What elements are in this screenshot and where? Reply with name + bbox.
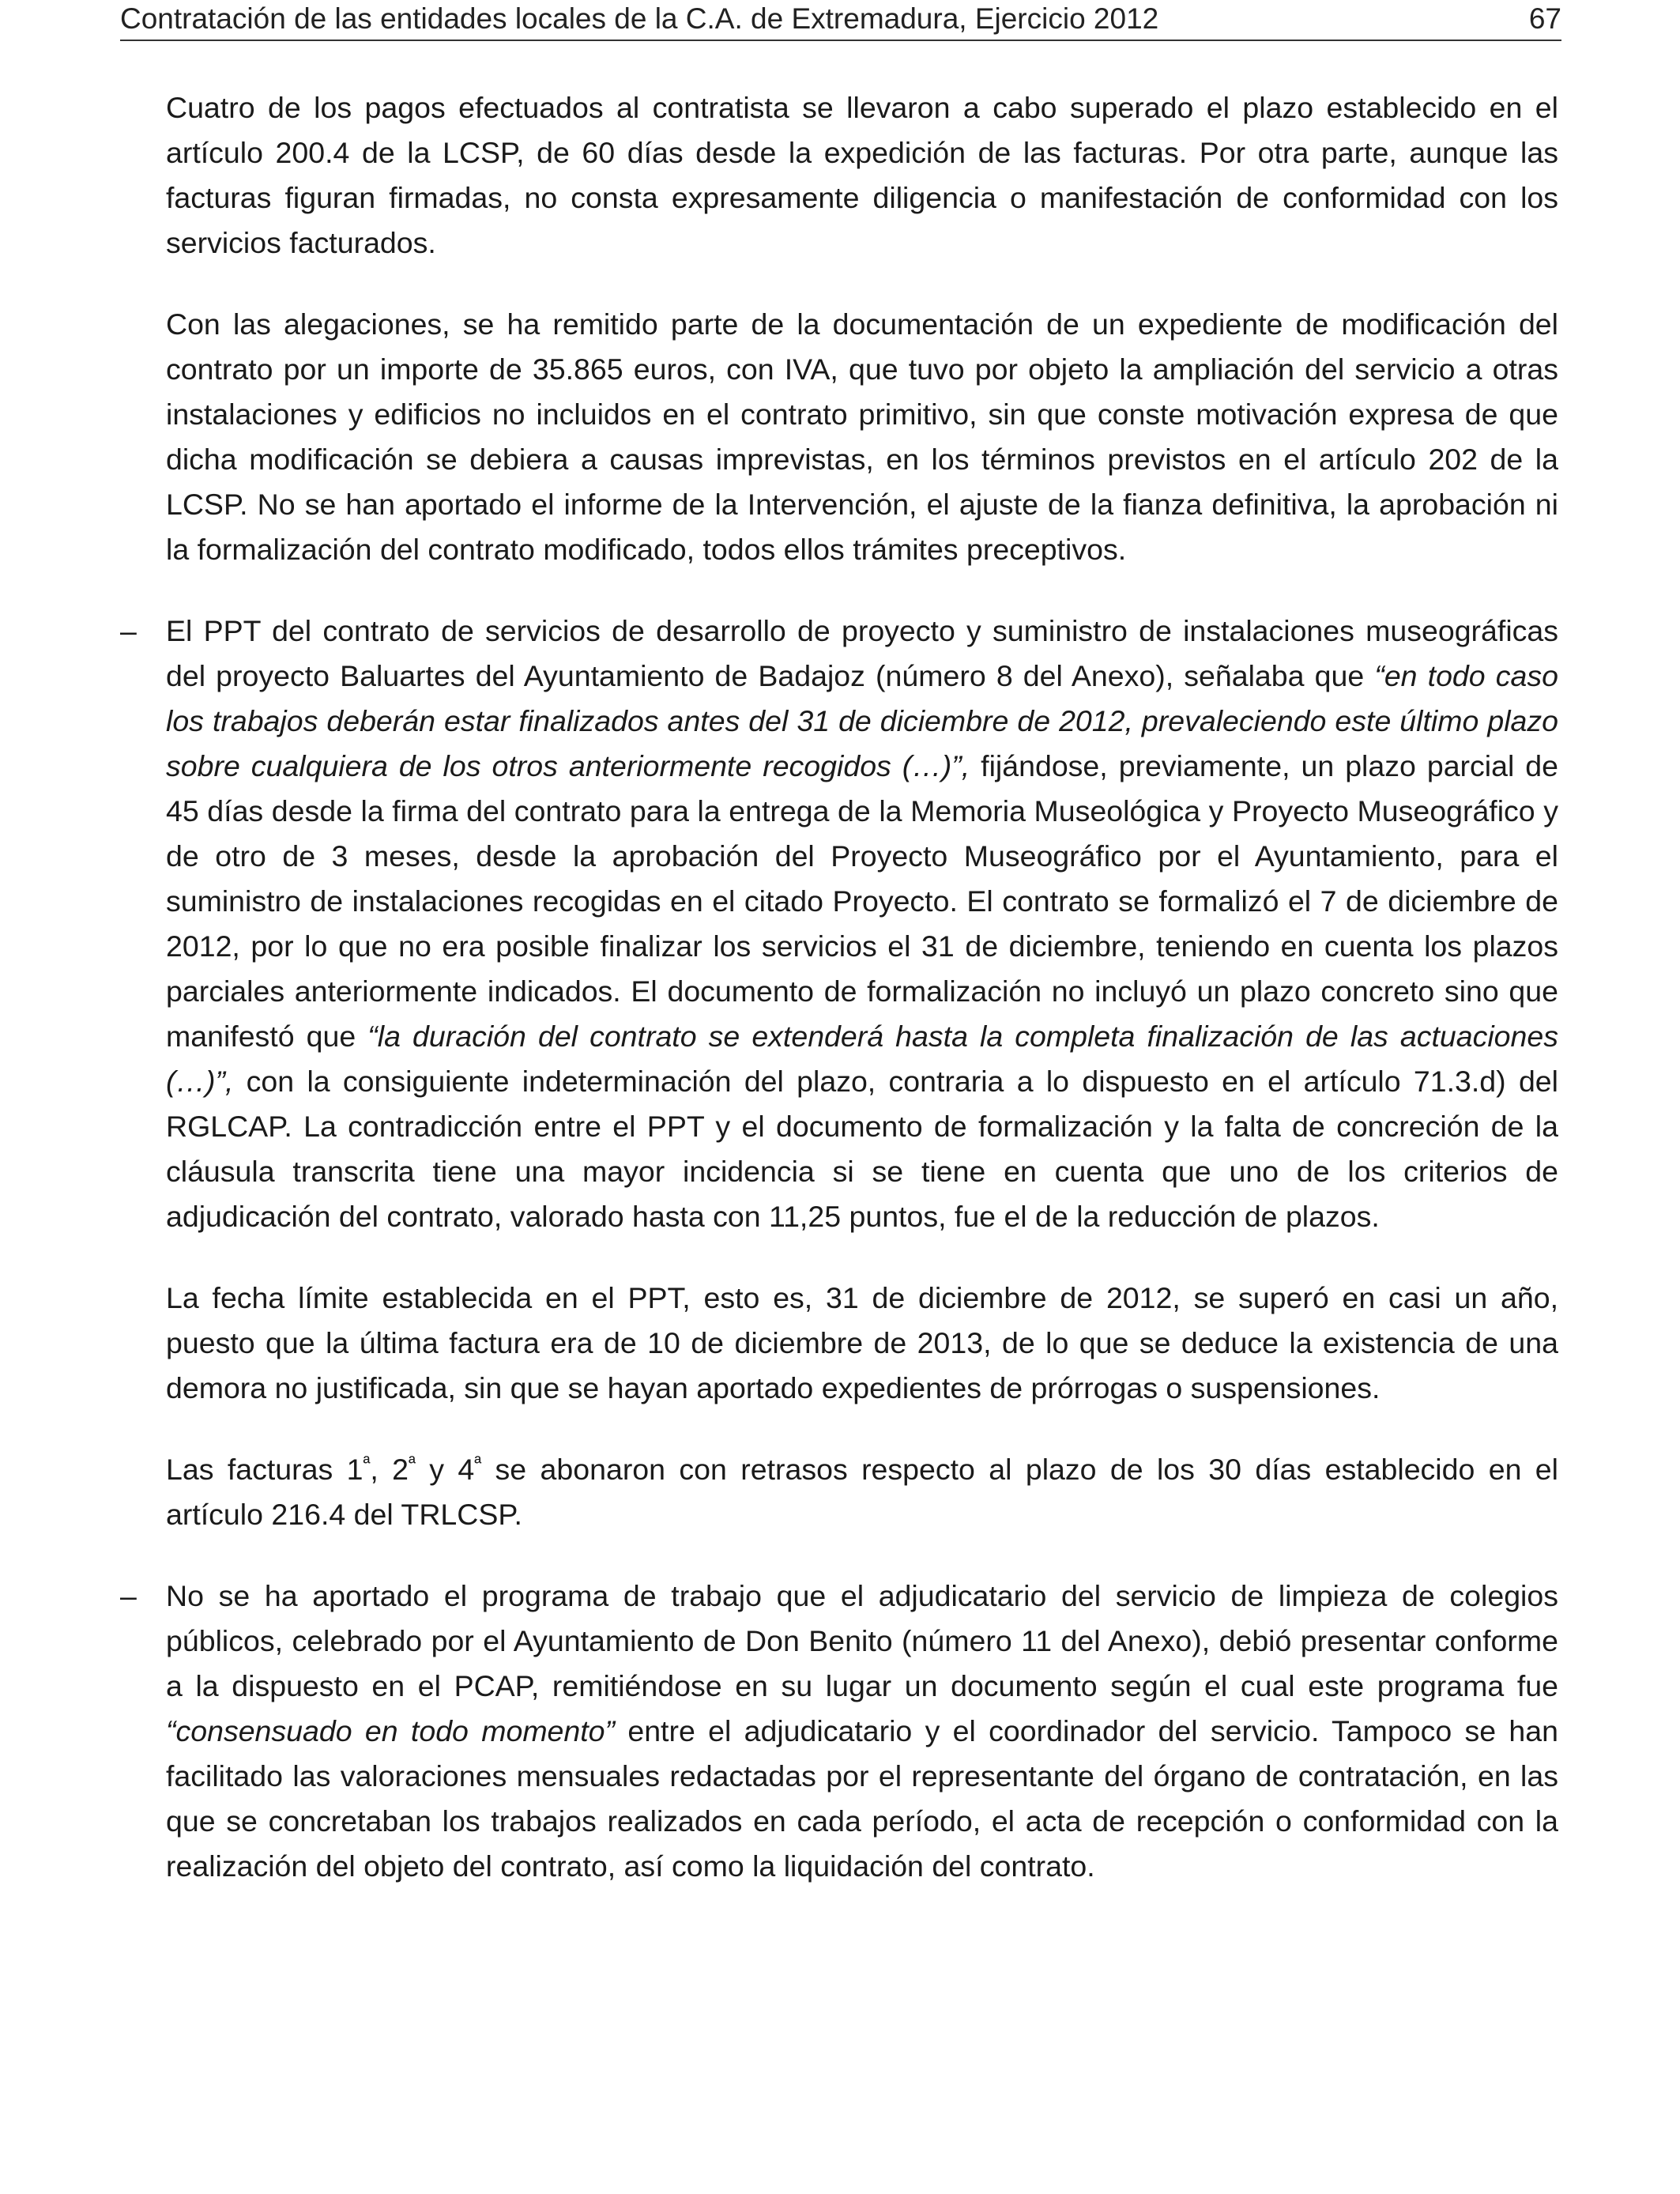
text-run: Las facturas 1 — [166, 1453, 363, 1486]
dash-bullet: – — [120, 1579, 137, 1612]
item-text: No se ha aportado el programa de trabajo que el adjudicatario del servicio de limpieza de colegios públicos, celebrado por el Ayuntamiento de Don Benito (número 11 del Anexo), debió presentar conforme a la dispuesto en el PCAP, remitiéndose en su lugar un documento según el cual este programa fue — [166, 1579, 1558, 1702]
text-run: y 4 — [415, 1453, 475, 1486]
paragraph-deadline: La fecha límite establecida en el PPT, esto es, 31 de diciembre de 2012, se superó en casi un año, puesto que la última factura era de 10 de diciembre de 2013, de lo que se deduce la existencia de una demora no justificada, sin que se hayan aportado expedientes de prórrogas o suspensiones. — [166, 1281, 1558, 1404]
document-body — [120, 85, 1559, 1889]
list-item-don-benito — [120, 1574, 1558, 1889]
page-header — [120, 0, 1561, 41]
item-text: entre el adjudicatario y el coordinador del servicio. Tampoco se han facilitado las valoraciones mensuales redactadas por el representante del órgano de contratación, en las que se concretaban los trabajos realizados en cada período, el acta de recepción o conformidad con la realización del objeto del contrato, así como la liquidación del contrato. — [166, 1714, 1558, 1883]
ordinal-mark: ª — [474, 1453, 482, 1474]
running-title: Contratación de las entidades locales de la C.A. de Extremadura, Ejercicio 2012 — [120, 2, 1159, 35]
item-text: fijándose, previamente, un plazo parcial de 45 días desde la firma del contrato para la entrega de la Memoria Museológica y Proyecto Museográfico y de otro de 3 meses, desde la aprobación del Proyecto Museográfico por el Ayuntamiento, para el suministro de instalaciones recogidas en el citado Proyecto. El contrato se formalizó el 7 de diciembre de 2012, por lo que no era posible finalizar los servicios el 31 de diciembre, teniendo en cuenta los plazos parciales anteriormente indicados. El documento de formalización no incluyó un plazo concreto sino que manifestó que — [166, 749, 1559, 1053]
paragraph-invoices — [166, 1447, 1558, 1537]
quote-text: “consensuado en todo momento” — [166, 1714, 616, 1747]
ordinal-mark: ª — [409, 1453, 416, 1474]
paragraph-payments: Cuatro de los pagos efectuados al contratista se llevaron a cabo superado el plazo establecido en el artículo 200.4 de la LCSP, de 60 días desde la expedición de las facturas. Por otra parte, aunque las facturas figuran firmadas, no consta expresamente diligencia o manifestación de conformidad con los servicios facturados. — [166, 91, 1558, 259]
paragraph-allegations: Con las alegaciones, se ha remitido parte de la documentación de un expediente de modificación del contrato por un importe de 35.865 euros, con IVA, que tuvo por objeto la ampliación del servicio a otras instalaciones y edificios no incluidos en el contrato primitivo, sin que conste motivación expresa de que dicha modificación se debiera a causas imprevistas, en los términos previstos en el artículo 202 de la LCSP. No se han aportado el informe de la Intervención, el ajuste de la fianza definitiva, la aprobación ni la formalización del contrato modificado, todos ellos trámites preceptivos. — [166, 307, 1558, 566]
item-text: El PPT del contrato de servicios de desarrollo de proyecto y suministro de instalaciones museográficas del proyecto Baluartes del Ayuntamiento de Badajoz (número 8 del Anexo), señalaba que — [166, 614, 1558, 692]
quote-text: “la duración del contrato se extenderá hasta la completa finalización de las actuaciones (…)”, — [166, 1020, 1559, 1098]
dash-bullet: – — [120, 614, 137, 647]
text-run: , 2 — [370, 1453, 409, 1486]
list-item-badajoz — [120, 609, 1559, 1239]
quote-text: “en todo caso los trabajos deberán estar finalizados antes del 31 de diciembre de 2012, prevaleciendo este último plazo sobre cualquiera de los otros anteriormente recogidos (…)”, — [166, 659, 1558, 782]
ordinal-mark: ª — [363, 1453, 371, 1474]
text-run: se abonaron con retrasos respecto al plazo de los 30 días establecido en el artículo 216.4 del TRLCSP. — [166, 1453, 1558, 1531]
item-text: con la consiguiente indeterminación del plazo, contraria a lo dispuesto en el artículo 71.3.d) del RGLCAP. La contradicción entre el PPT y el documento de formalización y la falta de concreción de la cláusula transcrita tiene una mayor incidencia si se tiene en cuenta que uno de los criterios de adjudicación del contrato, valorado hasta con 11,25 puntos, fue el de la reducción de plazos. — [166, 1065, 1558, 1233]
page-number: 67 — [1528, 2, 1561, 35]
